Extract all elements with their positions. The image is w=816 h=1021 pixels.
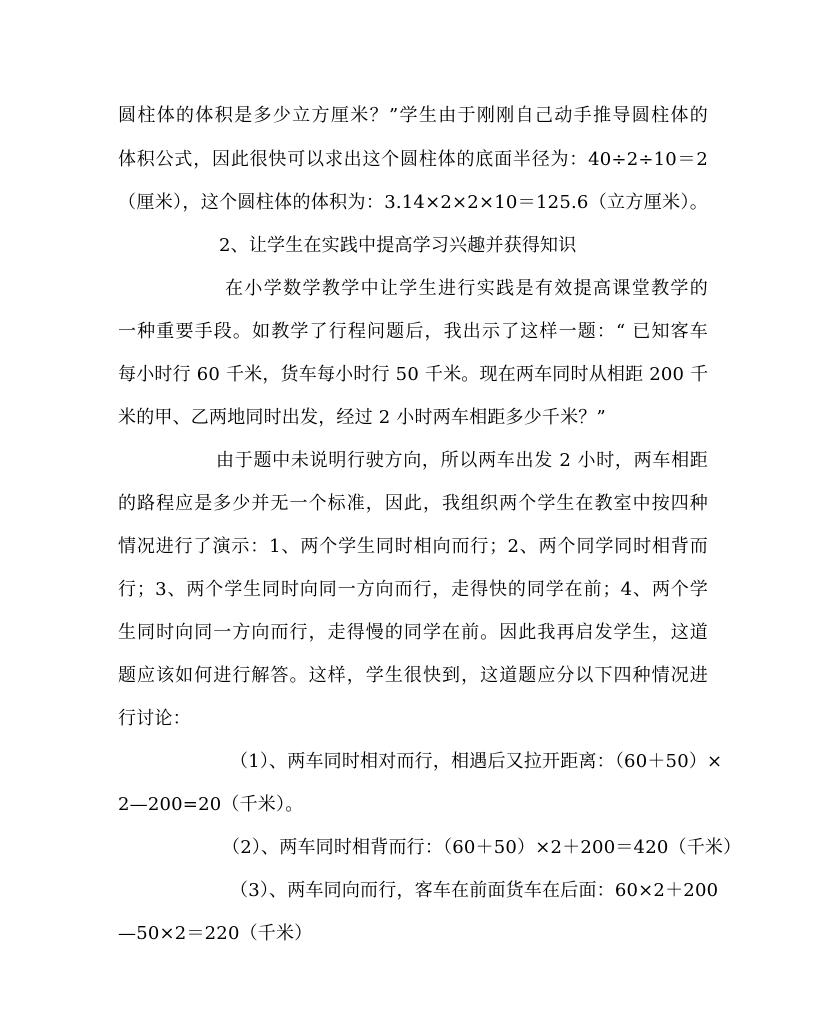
text-line-8: 米的甲、乙两地同时出发，经过 2 小时两车相距多少千米？”: [118, 407, 606, 428]
text-line-6: 一种重要手段。如教学了行程问题后，我出示了这样一题：“ 已知客车: [118, 321, 708, 342]
text-line-9: 由于题中未说明行驶方向，所以两车出发 2 小时，两车相距: [216, 450, 708, 471]
text-line-16: （1）、两车同时相对而行，相遇后又拉开距离：（60＋50）×: [230, 751, 723, 772]
text-line-12: 行；3、两个学生同时向同一方向而行，走得快的同学在前；4、两个学: [118, 579, 708, 600]
text-line-2: 体积公式，因此很快可以求出这个圆柱体的底面半径为：40÷2÷10＝2: [118, 149, 708, 170]
text-line-1: 圆柱体的体积是多少立方厘米？”学生由于刚刚自己动手推导圆柱体的: [118, 105, 708, 126]
text-line-18: （2）、两车同时相背而行：（60＋50）×2＋200＝420（千米）: [222, 837, 742, 858]
text-line-19: （3）、两车同向而行，客车在前面货车在后面：60×2＋200: [230, 880, 719, 901]
text-line-3: （厘米），这个圆柱体的体积为：3.14×2×2×10＝125.6（立方厘米）。: [118, 192, 708, 213]
text-line-11: 情况进行了演示：1、两个学生同时相向而行；2、两个同学同时相背而: [118, 536, 708, 557]
text-line-5: 在小学数学教学中让学生进行实践是有效提高课堂教学的: [225, 278, 708, 299]
section-heading: 2、让学生在实践中提高学习兴趣并获得知识: [219, 235, 577, 256]
text-line-7: 每小时行 60 千米，货车每小时行 50 千米。现在两车同时从相距 200 千: [118, 364, 709, 385]
text-line-13: 生同时向同一方向而行，走得慢的同学在前。因此我再启发学生，这道: [118, 622, 708, 643]
text-line-14: 题应该如何进行解答。这样，学生很快到，这道题应分以下四种情况进: [118, 665, 708, 686]
text-line-20: —50×2＝220（千米）: [118, 923, 313, 944]
text-line-15: 行讨论：: [118, 708, 191, 729]
text-line-10: 的路程应是多少并无一个标准，因此，我组织两个学生在教室中按四种: [118, 493, 708, 514]
text-line-17: 2—200=20（千米）。: [118, 794, 304, 815]
